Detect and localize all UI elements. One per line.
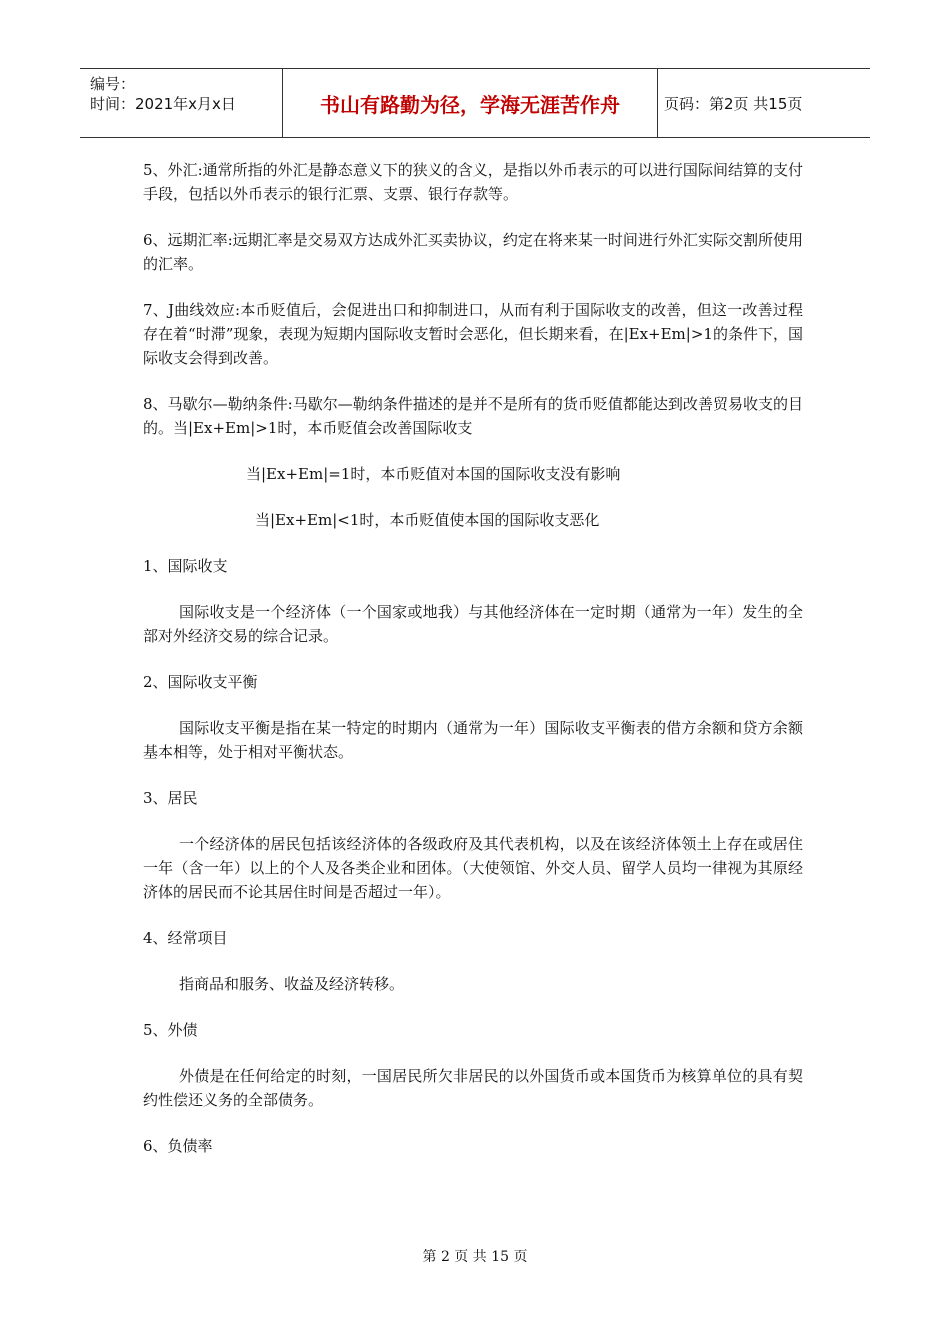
- page-footer: 第 2 页 共 15 页: [422, 1249, 528, 1265]
- section-heading-resident: 3、居民: [143, 789, 198, 807]
- section-heading-current-account: 4、经常项目: [143, 929, 228, 947]
- header-meta-cell: [80, 69, 282, 137]
- section-heading-bop: 1、国际收支: [143, 557, 228, 575]
- section-body-current-account: 指商品和服务、收益及经济转移。: [179, 975, 405, 993]
- document-number-label: 编号：: [90, 75, 136, 93]
- header-motto: 书山有路勤为径，学海无涯苦作舟: [282, 69, 658, 137]
- term-j-curve: 7、J曲线效应:本币贬值后，会促进出口和抑制进口，从而有利于国际收支的改善，但这一改善过程存在着“时滞”现象，表现为短期内国际收支暂时会恶化，但长期来看，在|Ex+Em|>1的条件下，国际收支会得到改善。: [143, 301, 803, 367]
- section-body-bop-balance: 国际收支平衡是指在某一特定的时期内（通常为一年）国际收支平衡表的借方余额和贷方余额基本相等，处于相对平衡状态。: [143, 719, 803, 761]
- term-foreign-exchange: 5、外汇:通常所指的外汇是静态意义下的狭义的含义，是指以外币表示的可以进行国际间结算的支付手段，包括以外币表示的银行汇票、支票、银行存款等。: [143, 161, 803, 203]
- term-marshall-lerner: 8、马歇尔—勒纳条件:马歇尔—勒纳条件描述的是并不是所有的货币贬值都能达到改善贸易收支的目的。当|Ex+Em|>1时，本币贬值会改善国际收支: [143, 395, 803, 437]
- marshall-lerner-case-equal: 当|Ex+Em|=1时，本币贬值对本国的国际收支没有影响: [246, 465, 621, 483]
- section-body-resident: 一个经济体的居民包括该经济体的各级政府及其代表机构，以及在该经济体领土上存在或居住一年（含一年）以上的个人及各类企业和团体。（大使领馆、外交人员、留学人员均一律视为其原经济体的居民而不论其居住时间是否超过一年）。: [143, 835, 803, 901]
- document-header: [80, 68, 870, 138]
- section-heading-bop-balance: 2、国际收支平衡: [143, 673, 258, 691]
- term-forward-rate: 6、远期汇率:远期汇率是交易双方达成外汇买卖协议，约定在将来某一时间进行外汇实际交割所使用的汇率。: [143, 231, 803, 273]
- section-body-external-debt: 外债是在任何给定的时刻，一国居民所欠非居民的以外国货币或本国货币为核算单位的具有契约性偿还义务的全部债务。: [143, 1067, 803, 1109]
- section-heading-external-debt: 5、外债: [143, 1021, 198, 1039]
- marshall-lerner-case-less: 当|Ex+Em|<1时，本币贬值使本国的国际收支恶化: [255, 511, 600, 529]
- header-page-indicator: 页码：第2页 共15页: [664, 94, 803, 113]
- section-body-bop: 国际收支是一个经济体（一个国家或地我）与其他经济体在一定时期（通常为一年）发生的全部对外经济交易的综合记录。: [143, 603, 803, 645]
- document-body: [143, 158, 803, 1180]
- section-heading-debt-ratio: 6、负债率: [143, 1137, 213, 1155]
- document-time-label: 时间：2021年x月x日: [90, 95, 236, 113]
